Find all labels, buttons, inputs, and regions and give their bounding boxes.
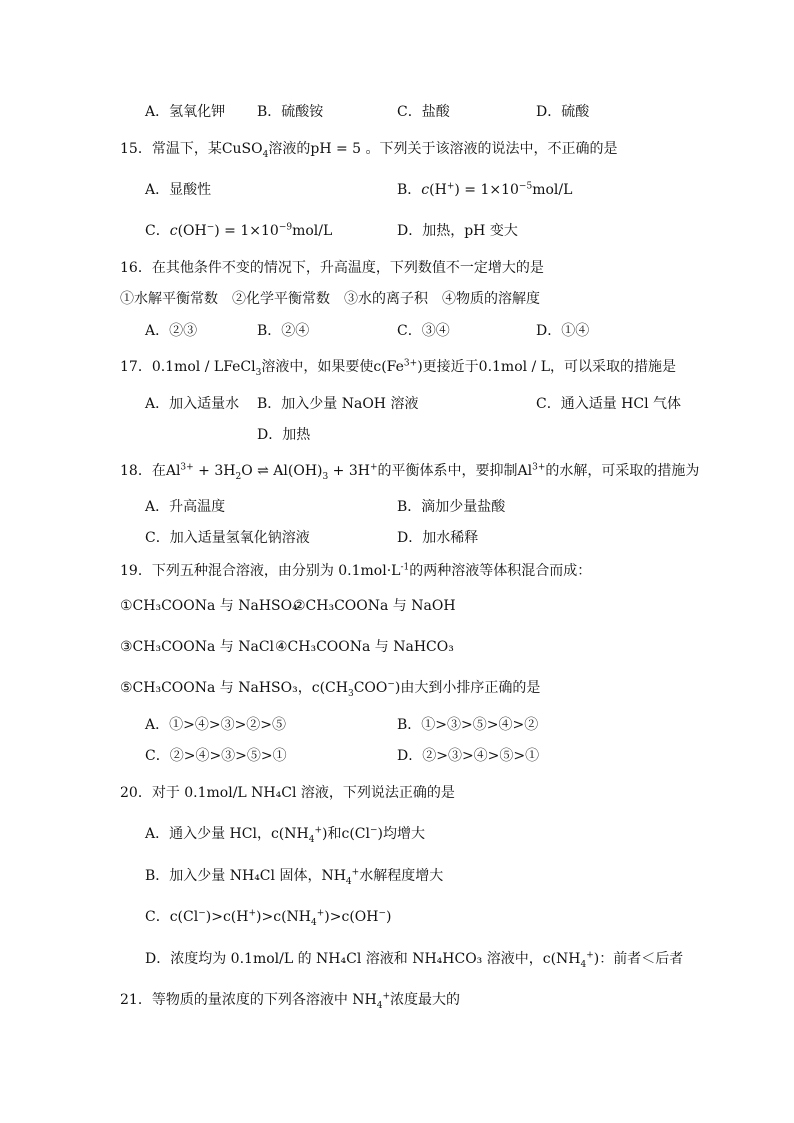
q16-option-c: C．③④ [397,323,450,339]
q20-option-d: D．浓度均为 0.1mol/L 的 NH₄Cl 溶液和 NH₄HCO₃ 溶液中，$c(NH_4^+)$：前者＜后者 [145,950,684,970]
q19-item-2: ②CH₃COONa 与 NaOH [293,598,456,614]
q18-option-b: B．滴加少量盐酸 [397,499,506,515]
q14-option-a: A．氢氧化钾 [145,104,226,120]
q21-stem: 21．等物质的量浓度的下列各溶液中 $NH_4^+$浓度最大的 [120,991,461,1011]
q17-stem: 17．0.1mol / LFeCl$_3$溶液中，如果要使$c(Fe^{3+})$更接近于0.1mol / L，可以采取的措施是 [120,358,677,378]
q19-option-a: A．①>④>③>②>⑤ [145,717,287,733]
q20-option-c: C．$c(Cl^-)>c(H^+)>c(NH_4^+)>c(OH^-)$ [145,908,392,928]
q15-option-b: B．$c(H^+) = 1\times 10^{-5}mol/L$ [397,181,573,198]
q19-stem: 19．下列五种混合溶液，由分别为 $0.1mol\cdot L^{-1}$的两种溶液等体积混合而成： [120,562,592,579]
q14-option-c: C．盐酸 [397,104,450,120]
q16-option-a: A．②③ [145,323,198,339]
q16-stem: 16．在其他条件不变的情况下，升高温度，下列数值不一定增大的是 [120,260,544,276]
q15-stem: 15．常温下，某CuSO$_4$溶液的pH = 5 。下列关于该溶液的说法中，不正确的是 [120,141,618,160]
q19-item-4: ④CH₃COONa 与 NaHCO₃ [275,639,454,655]
q20-stem: 20．对于 0.1mol/L NH₄Cl 溶液，下列说法正确的是 [120,785,455,801]
q16-items: ①水解平衡常数 ②化学平衡常数 ③水的离子积 ④物质的溶解度 [120,291,540,307]
q14-option-d: D．硫酸 [536,104,590,120]
q18-option-c: C．加入适量氢氧化钠溶液 [145,530,310,546]
q19-option-c: C．②>④>③>⑤>① [145,748,287,764]
q15-option-a: A．显酸性 [145,182,212,198]
q16-option-d: D．①④ [536,323,590,339]
q18-option-a: A．升高温度 [145,499,226,515]
q14-option-b: B．硫酸铵 [257,104,324,120]
q18-stem: 18．在$Al^{3+} + 3H_2O$ ⇌ $Al(OH)_3 + 3H^+$的平衡体系中，要抑制$Al^{3+}$的水解，可采取的措施为 [120,462,700,482]
q17-option-a: A．加入适量水 [145,396,240,412]
q18-option-d: D．加水稀释 [397,530,479,546]
q17-option-d: D．加热 [257,427,311,443]
q17-option-b: B．加入少量 NaOH 溶液 [257,396,419,412]
q19-item-3: ③CH₃COONa 与 NaCl [120,639,275,655]
q19-item-5: ⑤CH₃COONa 与 NaHSO₃，$c(CH_3COO^-)$由大到小排序正确的是 [120,679,541,699]
q19-option-d: D．②>③>④>⑤>① [397,748,540,764]
q20-option-a: A．通入少量 HCl，$c(NH_4^+)$和c(Cl−)均增大 [145,825,425,845]
q15-option-c: C．$c(OH^-) = 1\times 10^{-9}mol/L$ [145,222,333,239]
q19-item-1: ①CH₃COONa 与 NaHSO₄ [120,598,298,614]
q20-option-b: B．加入少量 NH₄Cl 固体，$NH_4^+$水解程度增大 [145,867,444,887]
q19-option-b: B．①>③>⑤>④>② [397,717,539,733]
q16-option-b: B．②④ [257,323,310,339]
q15-option-d: D．加热，pH 变大 [397,223,518,239]
q17-option-c: C．通入适量 HCl 气体 [536,396,682,412]
